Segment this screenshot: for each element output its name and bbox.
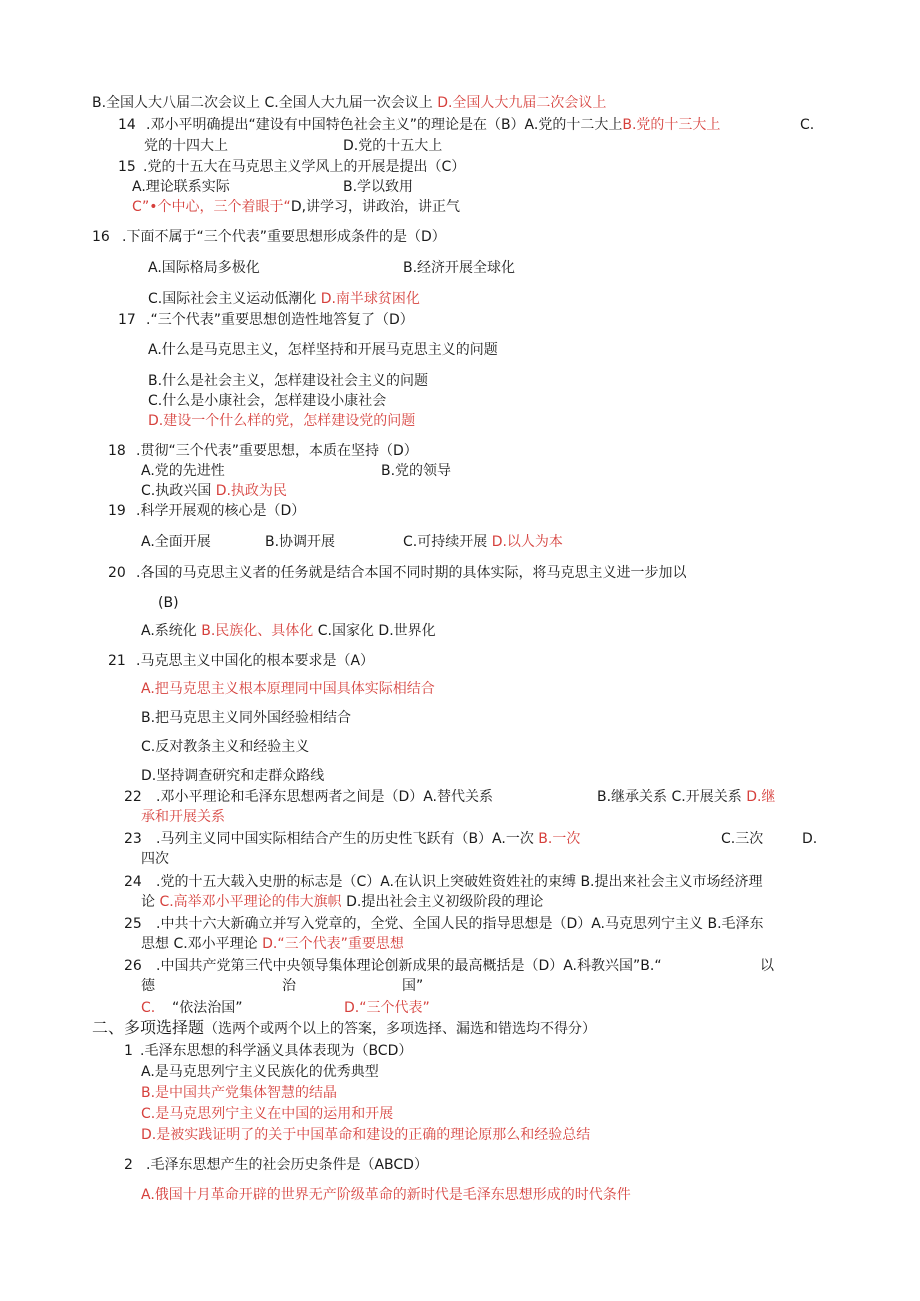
q19-option-b: B.协调开展 bbox=[265, 534, 336, 550]
q14-option-d: D.党的十五大上 bbox=[343, 138, 443, 154]
q26-option-c-label: C. bbox=[141, 1000, 156, 1016]
q16-options-cd bbox=[148, 290, 420, 308]
q25-number: 25 bbox=[124, 916, 142, 932]
q22-options bbox=[597, 788, 775, 806]
q23-option-d: D. bbox=[802, 831, 818, 847]
q25-options bbox=[141, 935, 404, 953]
m1-option-b: B.是中国共产党集体智慧的结晶 bbox=[141, 1085, 338, 1101]
q19-option-a: A.全面开展 bbox=[141, 534, 211, 550]
option-text: B.继承关系 C.开展关系 bbox=[597, 789, 742, 805]
q25-question: .中共十六大新确立并写入党章的，全党、全国人民的指导思想是（D）A.马克思列宁主义 B.毛泽东 bbox=[156, 916, 764, 932]
q17-question: .“三个代表”重要思想创造性地答复了（D） bbox=[146, 312, 414, 328]
q14-question bbox=[146, 116, 720, 134]
q16-option-a: A.国际格局多极化 bbox=[148, 260, 260, 276]
option-text: B.全国人大八届二次会议上 C.全国人大九届一次会议上 bbox=[92, 95, 433, 111]
q17-option-d: D.建设一个什么样的党，怎样建设党的问题 bbox=[148, 413, 416, 429]
q14-option-c: C. bbox=[800, 117, 815, 133]
option-text: A.系统化 bbox=[141, 623, 197, 639]
section-heading bbox=[92, 1019, 596, 1038]
answer-option: B.一次 bbox=[538, 831, 581, 847]
m1-number: 1 bbox=[124, 1043, 133, 1059]
q18-number: 18 bbox=[108, 443, 126, 459]
q15-option-a: A.理论联系实际 bbox=[132, 179, 230, 195]
q21-option-d: D.坚持调查研究和走群众路线 bbox=[141, 768, 325, 784]
q14-number: 14 bbox=[118, 117, 136, 133]
option-text: C.可持续开展 bbox=[403, 534, 488, 550]
q24-question: .党的十五大载入史册的标志是（C）A.在认识上突破姓资姓社的束缚 B.提出来社会主义市场经济理 bbox=[156, 874, 763, 890]
q26-question: .中国共产党第三代中央领导集体理论创新成果的最高概括是（D）A.科教兴国”B.“ bbox=[156, 958, 662, 974]
q21-question: .马克思主义中国化的根本要求是（A） bbox=[136, 653, 375, 669]
q19-options-cd bbox=[403, 533, 563, 551]
q17-option-b: B.什么是社会主义，怎样建设社会主义的问题 bbox=[148, 373, 429, 389]
answer-option: B.民族化、具体化 bbox=[201, 623, 314, 639]
q19-question: .科学开展观的核心是（D） bbox=[136, 503, 306, 519]
m1-question: .毛泽东思想的科学涵义具体表现为（BCD） bbox=[140, 1043, 413, 1059]
section-title: 二、多项选择题 bbox=[92, 1018, 205, 1037]
q23-option-d-text: 四次 bbox=[141, 851, 169, 867]
q18-question: .贯彻“三个代表”重要思想，本质在坚持（D） bbox=[136, 443, 418, 459]
q17-option-a: A.什么是马克思主义，怎样坚持和开展马克思主义的问题 bbox=[148, 342, 498, 358]
q26-option-b-part2: 德 bbox=[141, 978, 155, 994]
section-note: （选两个或两个以上的答案，多项选择、漏选和错选均不得分） bbox=[204, 1021, 597, 1037]
q22-question: .邓小平理论和毛泽东思想两者之间是（D）A.替代关系 bbox=[156, 789, 494, 805]
option-text: 思想 C.邓小平理论 bbox=[141, 936, 258, 952]
q15-number: 15 bbox=[118, 159, 136, 175]
answer-option: D.南半球贫困化 bbox=[320, 291, 420, 307]
q21-option-b: B.把马克思主义同外国经验相结合 bbox=[141, 710, 352, 726]
q26-option-b-part4: 国” bbox=[402, 978, 424, 994]
q16-option-b: B.经济开展全球化 bbox=[403, 260, 516, 276]
q23-question bbox=[156, 830, 580, 848]
m1-option-c: C.是马克思列宁主义在中国的运用和开展 bbox=[141, 1106, 394, 1122]
m2-number: 2 bbox=[124, 1157, 133, 1173]
q26-option-c-text: “依法治国” bbox=[172, 1000, 243, 1016]
q17-option-c: C.什么是小康社会，怎样建设小康社会 bbox=[148, 393, 387, 409]
q20-number: 20 bbox=[108, 565, 126, 581]
option-text: C.国际社会主义运动低潮化 bbox=[148, 291, 317, 307]
q19-number: 19 bbox=[108, 503, 126, 519]
q26-option-b-part1: 以 bbox=[760, 958, 774, 974]
m1-option-d: D.是被实践证明了的关于中国革命和建设的正确的理论原那么和经验总结 bbox=[141, 1127, 591, 1143]
m1-option-a: A.是马克思列宁主义民族化的优秀典型 bbox=[141, 1064, 379, 1080]
option-text: C.执政兴国 bbox=[141, 483, 212, 499]
q15-option-b: B.学以致用 bbox=[343, 179, 414, 195]
q20-options bbox=[141, 622, 436, 640]
option-text: D,讲学习，讲政治，讲正气 bbox=[290, 199, 461, 215]
q20-answer: (B) bbox=[158, 595, 179, 611]
q14-option-c-text: 党的十四大上 bbox=[144, 138, 228, 154]
q24-options bbox=[141, 893, 543, 911]
q18-option-a: A.党的先进性 bbox=[141, 463, 225, 479]
q17-number: 17 bbox=[118, 312, 136, 328]
q18-options-cd bbox=[141, 482, 287, 500]
answer-option: D.执政为民 bbox=[215, 483, 287, 499]
q16-number: 16 bbox=[92, 229, 110, 245]
q22-answer-continued: 承和开展关系 bbox=[141, 809, 225, 825]
q26-number: 26 bbox=[124, 958, 142, 974]
q20-question: .各国的马克思主义者的任务就是结合本国不同时期的具体实际，将马克思主义进一步加以 bbox=[136, 565, 687, 581]
q21-option-c: C.反对教条主义和经验主义 bbox=[141, 739, 310, 755]
option-text: 论 bbox=[141, 894, 155, 910]
answer-option: C.高举邓小平理论的伟大旗帜 bbox=[159, 894, 342, 910]
q13-options bbox=[92, 94, 606, 112]
answer-option: D.“三个代表”重要思想 bbox=[262, 936, 404, 952]
m2-option-a: A.俄国十月革命开辟的世界无产阶级革命的新时代是毛泽东思想形成的时代条件 bbox=[141, 1187, 631, 1203]
q24-number: 24 bbox=[124, 874, 142, 890]
m2-question: .毛泽东思想产生的社会历史条件是（ABCD） bbox=[146, 1157, 428, 1173]
q23-option-c: C.三次 bbox=[721, 831, 764, 847]
answer-option: D.以人为本 bbox=[491, 534, 563, 550]
q26-option-b-part3: 治 bbox=[282, 978, 296, 994]
q21-number: 21 bbox=[108, 653, 126, 669]
option-text: C.国家化 D.世界化 bbox=[317, 623, 436, 639]
question-text: .马列主义同中国实际相结合产生的历史性飞跃有（B）A.一次 bbox=[156, 831, 534, 847]
q22-number: 22 bbox=[124, 789, 142, 805]
q23-number: 23 bbox=[124, 831, 142, 847]
answer-option: B.党的十三大上 bbox=[622, 117, 721, 133]
answer-option: D.全国人大九届二次会议上 bbox=[437, 95, 607, 111]
answer-option: D.继 bbox=[746, 789, 776, 805]
option-text: D.提出社会主义初级阶段的理论 bbox=[346, 894, 544, 910]
q15-options-cd bbox=[132, 198, 460, 216]
answer-option: C”•个中心，三个着眼于“ bbox=[132, 199, 291, 215]
q18-option-b: B.党的领导 bbox=[381, 463, 452, 479]
q21-option-a: A.把马克思主义根本原理同中国具体实际相结合 bbox=[141, 681, 435, 697]
q15-question: .党的十五大在马克思主义学风上的开展是提出（C） bbox=[143, 159, 466, 175]
q16-question: .下面不属于“三个代表”重要思想形成条件的是（D） bbox=[122, 229, 446, 245]
q26-option-d: D.“三个代表” bbox=[344, 1000, 430, 1016]
question-text: .邓小平明确提出“建设有中国特色社会主义”的理论是在（B）A.党的十二大上 bbox=[146, 117, 623, 133]
